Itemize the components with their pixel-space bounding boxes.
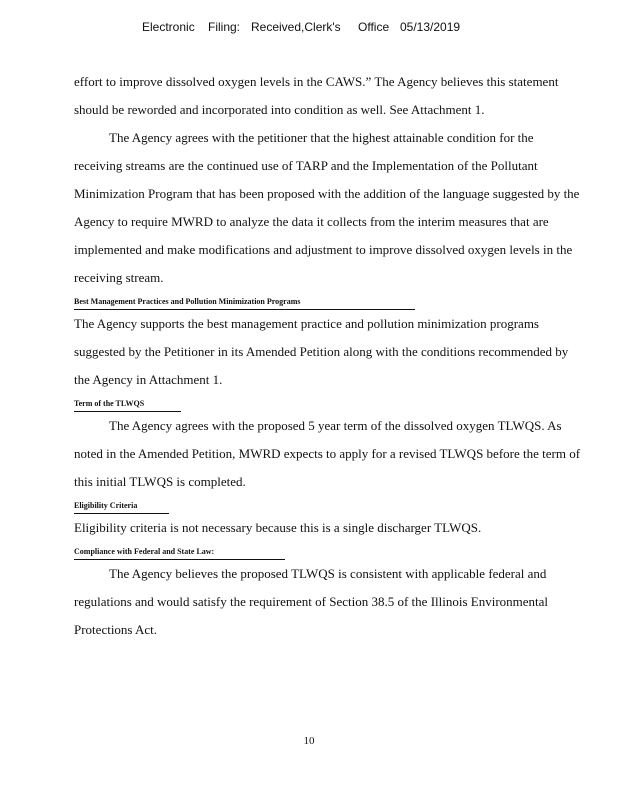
paragraph-agency-agrees: The Agency agrees with the petitioner that the highest attainable condition for the receiving streams are the continued use of TARP and the Implementation of the Pollutant Minimization Program that has been proposed with the addition of the language suggested by the Agency to require MWRD to analyze the data it collects from the interim measures that are implemented and make modifications and adjustment to improve dissolved oxygen levels in the receiving stream. xyxy=(74,130,580,285)
filing-stamp-header xyxy=(0,20,618,38)
paragraph-eligibility: Eligibility criteria is not necessary because this is a single discharger TLWQS. xyxy=(74,520,482,535)
page-number: 10 xyxy=(303,735,315,747)
header-filing: Filing: xyxy=(208,20,241,34)
section-heading-bmp: Best Management Practices and Pollution Minimization Programs xyxy=(74,296,415,310)
header-received: Received,Clerk's xyxy=(251,20,341,34)
document-body xyxy=(74,68,582,644)
section-heading-term: Term of the TLWQS xyxy=(74,398,181,412)
paragraph-compliance: The Agency believes the proposed TLWQS is consistent with applicable federal and regulations and would satisfy the requirement of Section 38.5 of the Illinois Environmental Protections Act. xyxy=(74,566,549,637)
paragraph-term: The Agency agrees with the proposed 5 year term of the dissolved oxygen TLWQS. As noted in the Amended Petition, MWRD expects to apply for a revised TLWQS before the term of this initial TLWQS is completed. xyxy=(74,418,581,489)
paragraph-bmp: The Agency supports the best management practice and pollution minimization programs suggested by the Petitioner in its Amended Petition along with the conditions recommended by the Agency in Attachment 1. xyxy=(74,316,569,387)
section-heading-compliance: Compliance with Federal and State Law: xyxy=(74,546,285,560)
header-office: Office xyxy=(358,20,390,34)
header-electronic: Electronic xyxy=(142,20,195,34)
paragraph-intro: effort to improve dissolved oxygen levels in the CAWS.” The Agency believes this statement should be reworded and incorporated into condition as well. See Attachment 1. xyxy=(74,74,559,117)
section-heading-eligibility: Eligibility Criteria xyxy=(74,500,169,514)
header-date: 05/13/2019 xyxy=(400,20,461,34)
